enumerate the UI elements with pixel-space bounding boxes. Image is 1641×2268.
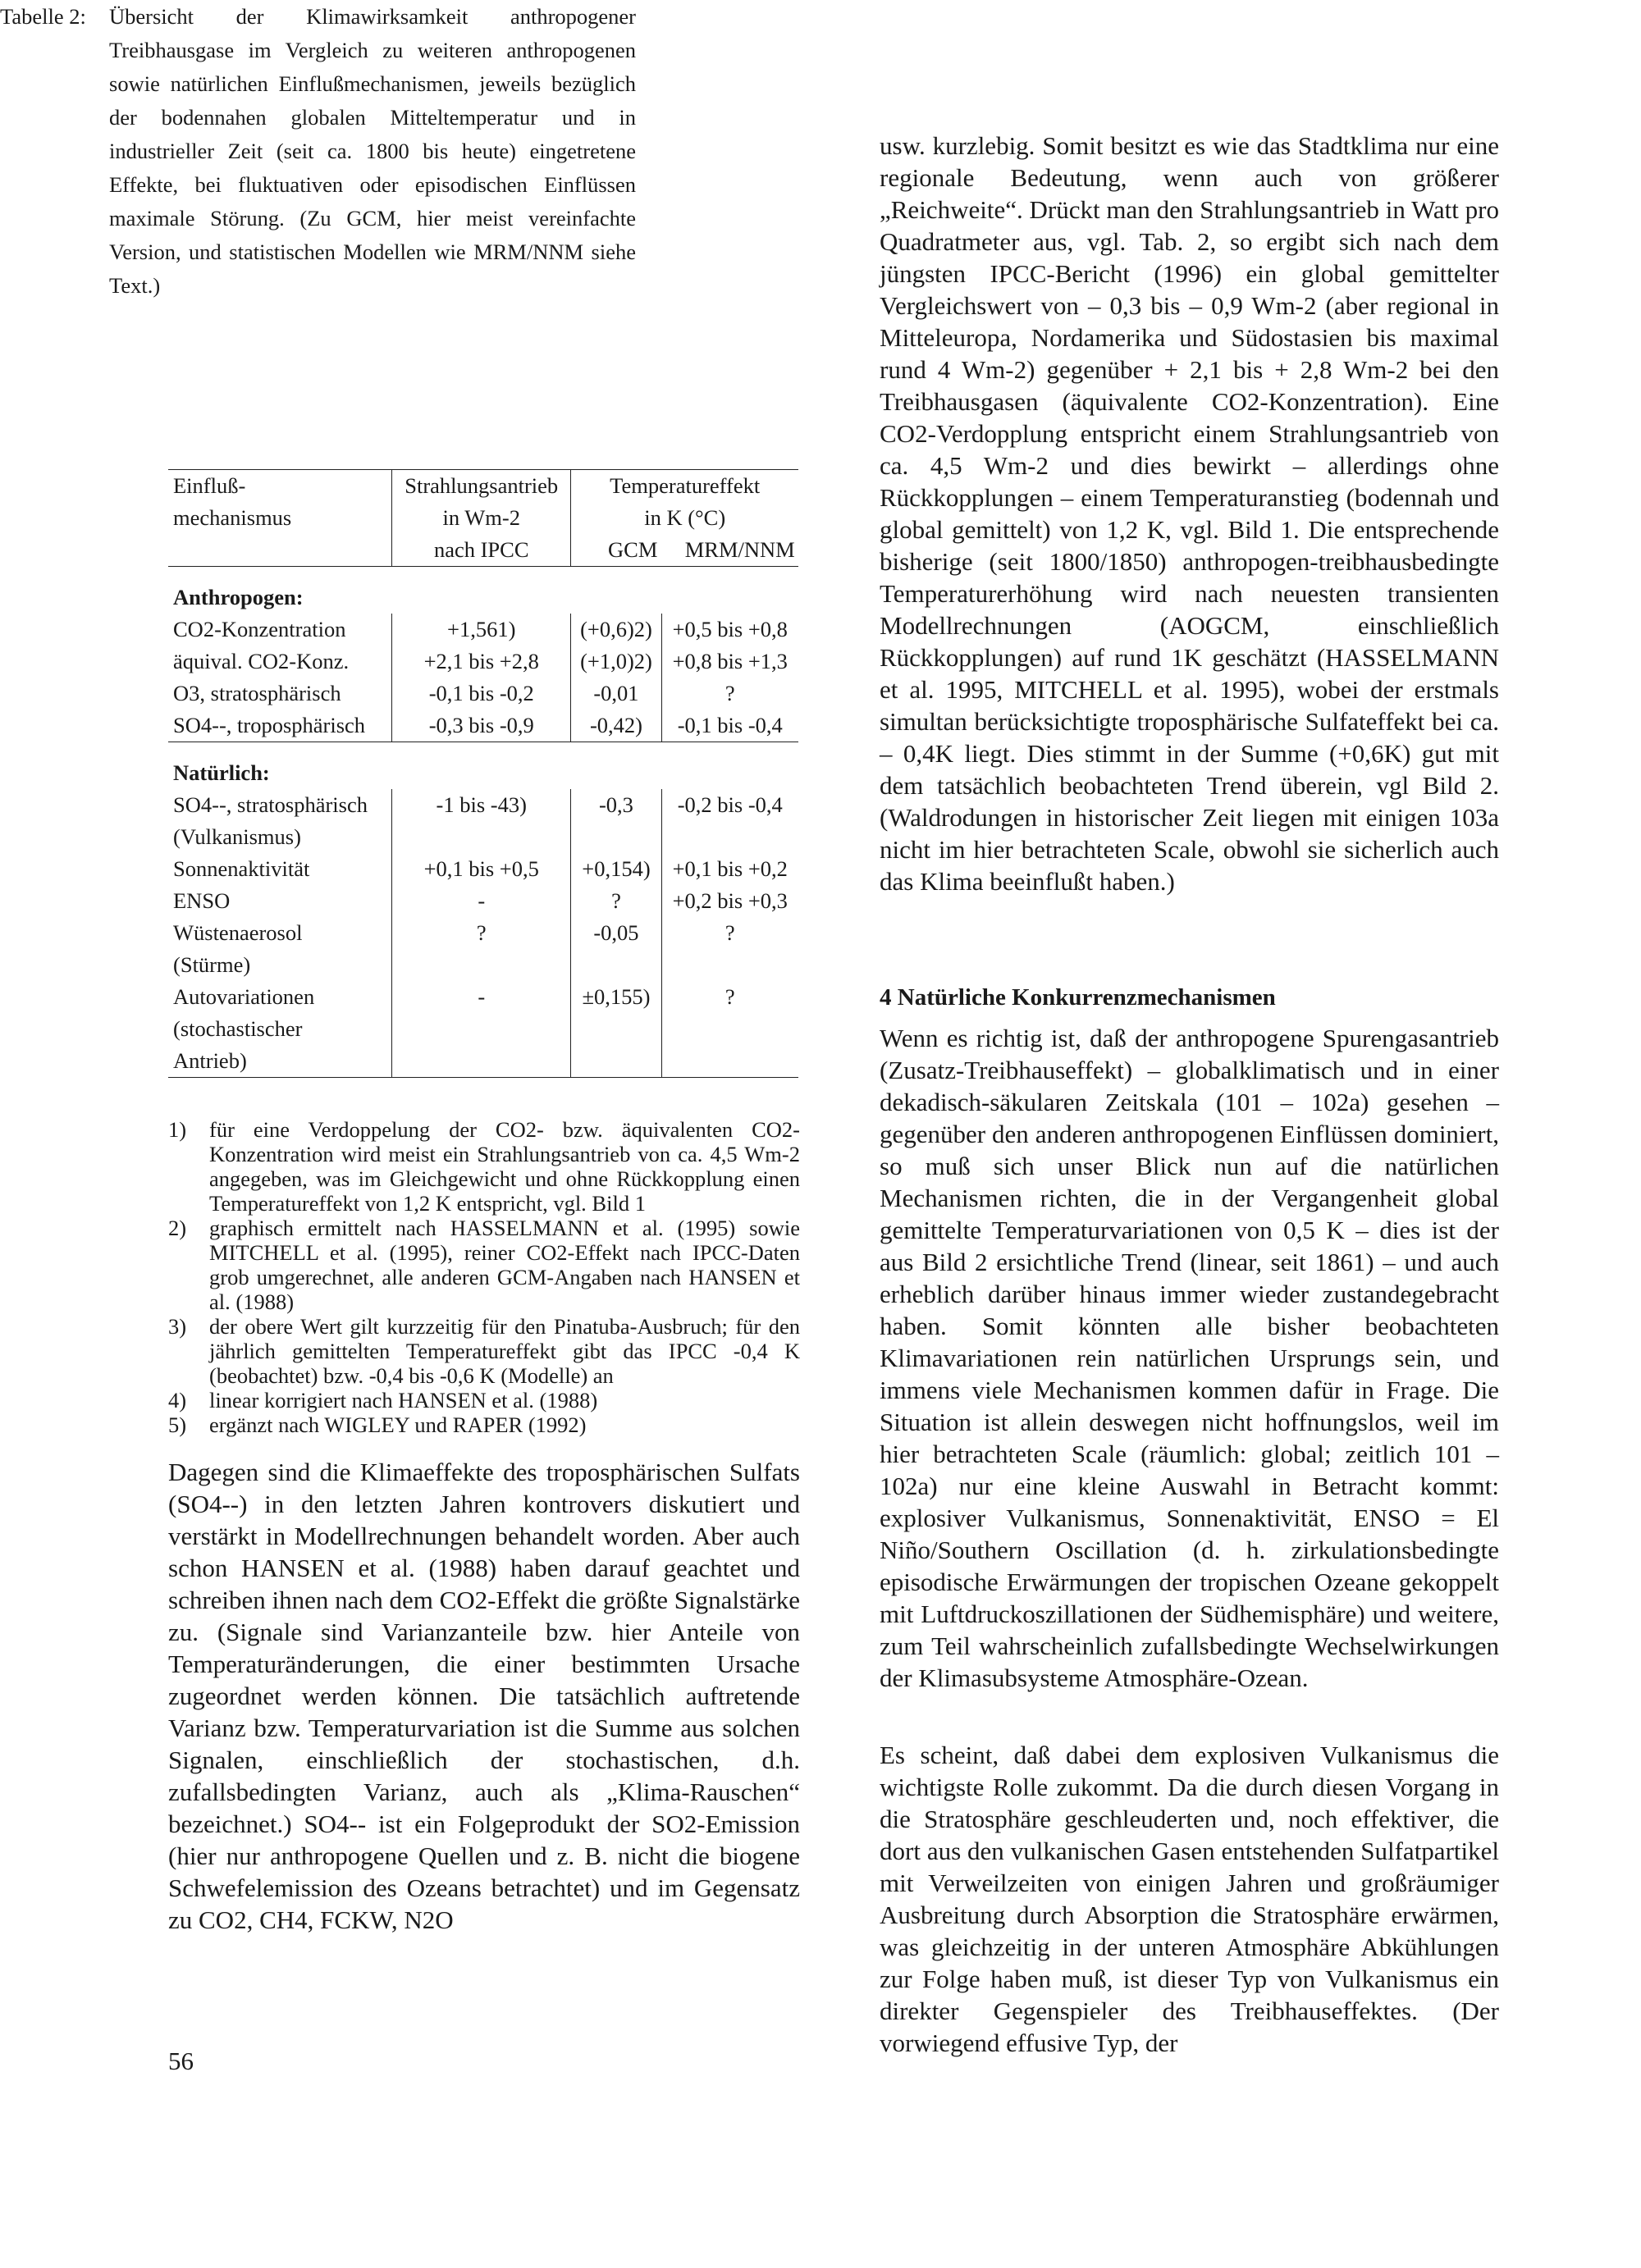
table-row: Wüstenaerosol (Stürme) ? -0,05 ? (168, 917, 798, 981)
table-header-temperature: Temperatureffekt in K (°C) GCM MRM/NNM (571, 470, 798, 567)
table-row: O3, stratosphärisch -0,1 bis -0,2 -0,01 ? (168, 678, 798, 710)
table-header-gcm: GCM (608, 537, 658, 562)
footnote-3: 3) der obere Wert gilt kurzzeitig für den Pinatuba-Ausbruch; für den jährlich gemittelten Temperatureffekt gibt das IPCC -0,4 K (beobachtet) bzw. -0,4 bis -0,6 K (Modelle) an (168, 1314, 800, 1388)
section-anthropogenic: Anthropogen: (173, 585, 304, 609)
footnote-4: 4) linear korrigiert nach HANSEN et al. (1988) (168, 1388, 598, 1412)
right-column-text-middle (880, 1022, 1499, 1694)
page-number: 56 (168, 2047, 194, 2075)
table-row: SO4--, troposphärisch -0,3 bis -0,9 -0,42) -0,1 bis -0,4 (168, 710, 798, 742)
table-row: SO4--, stratosphärisch (Vulkanismus) -1 bis -43) -0,3 -0,2 bis -0,4 (168, 789, 798, 853)
table-row: ENSO - ? +0,2 bis +0,3 (168, 885, 798, 917)
table-header-mrm: MRM/NNM (684, 537, 795, 562)
paragraph-volcanism: Es scheint, daß dabei dem explosiven Vulkanismus die wichtigste Rolle zukommt. Da die durch diesen Vorgang in die Stratosphäre geschleuderten und, noch effektiver, die dort aus den vulkanischen Gasen entstehenden Sulfatpartikel mit Verweilzeiten von einigen Jahren und großräumiger Ausbreitung durch Absorption die Stratosphäre erwärmen, was gleichzeitig in der unteren Atmosphäre Abkühlungen zur Folge haben muß, ist dieser Typ von Vulkanismus ein direkter Gegenspieler des Treibhauseffektes. (Der vorwiegend effusive Typ, der (880, 1741, 1499, 2057)
footnote-2: 2) graphisch ermittelt nach HASSELMANN et al. (1995) sowie MITCHELL et al. (1995), reiner CO2-Effekt nach IPCC-Daten grob umgerechnet, alle anderen GCM-Angaben nach HANSEN et al. (1988) (168, 1216, 800, 1314)
table-row: Autovariationen (stochastischer Antrieb) - ±0,155) ? (168, 981, 798, 1078)
climate-effects-table (168, 469, 798, 1078)
section-natural: Natürlich: (173, 760, 270, 785)
table-caption (0, 0, 636, 303)
table-row: Sonnenaktivität +0,1 bis +0,5 +0,154) +0,1 bis +0,2 (168, 853, 798, 885)
table-caption-text: Übersicht der Klimawirksamkeit anthropogener Treibhausgase im Vergleich zu weiteren anthropogenen sowie natürlichen Einflußmechanismen, jeweils bezüglich der bodennahen globalen Mitteltemperatur und in industrieller Zeit (seit ca. 1800 bis heute) eingetretene Effekte, bei fluktuativen oder episodischen Einflüssen maximale Störung. (Zu GCM, hier meist vereinfachte Version, und statistischen Modellen wie MRM/NNM siehe Text.) (109, 4, 636, 298)
paragraph-natural-mechanisms: Wenn es richtig ist, daß der anthropogene Spurengasantrieb (Zusatz-Treibhauseffekt) – globalklimatisch und in einer dekadisch-säkularen Zeitskala (101 – 102a) gesehen – gegenüber den anderen anthropogenen Einflüssen dominiert, so muß sich unser Blick nun auf die natürlichen Mechanismen richten, die in der Vergangenheit global gemittelte Temperaturvariationen von 0,5 K – dies ist der aus Bild 2 ersichtliche Trend (linear, seit 1861) – und auch erheblich darüber hinaus immer wieder zustandegebracht haben. Somit könnten alle bisher beobachteten Klimavariationen rein natürlichen Ursprungs sein, und immens viele Mechanismen kommen dafür in Frage. Die Situation ist allein deswegen nicht hoffnungslos, weil im hier betrachteten Scale (räumlich: global; zeitlich 101 – 102a) nur eine kleine Auswahl in Betracht kommt: explosiver Vulkanismus, Sonnenaktivität, ENSO = El Niño/Southern Oscillation (d. h. zirkulationsbedingte episodische Erwärmungen der tropischen Ozeane gekoppelt mit Luftdruckoszillationen der Südhemisphäre) und weitere, zum Teil wahrscheinlich zufallsbedingte Wechselwirkungen der Klimasubsysteme Atmosphäre-Ozean. (880, 1024, 1499, 1692)
table-header-forcing: Strahlungsantrieb in Wm-2 nach IPCC (392, 470, 571, 567)
paragraph-sulfate: Dagegen sind die Klimaeffekte des troposphärischen Sulfats (SO4--) in den letzten Jahren kontrovers diskutiert und verstärkt in Modellrechnungen behandelt worden. Aber auch schon HANSEN et al. (1988) haben darauf geachtet und schreiben ihnen nach dem CO2-Effekt die größte Signalstärke zu. (Signale sind Varianzanteile bzw. hier Anteile von Temperaturänderungen, die einer bestimmten Ursache zugeordnet werden können. Die tatsächlich auftretende Varianz bzw. Temperaturvariation ist die Summe aus solchen Signalen, einschließlich der stochastischen, d.h. zufallsbedingten Varianz, auch als „Klima-Rauschen“ bezeichnet.) SO4-- ist ein Folgeprodukt der SO2-Emission (hier nur anthropogene Quellen und z. B. nicht die biogene Schwefelemission des Ozeans betrachtet) und im Gegensatz zu CO2, CH4, FCKW, N2O (168, 1458, 800, 1934)
right-column-text-top (880, 130, 1499, 897)
table-row: CO2-Konzentration +1,561) (+0,6)2) +0,5 bis +0,8 (168, 614, 798, 646)
table-header-mechanism: Einfluß- mechanismus (173, 473, 292, 530)
footnote-5: 5) ergänzt nach WIGLEY und RAPER (1992) (168, 1412, 587, 1437)
table-caption-label: Tabelle 2: (0, 4, 86, 29)
right-column-text-bottom (880, 1739, 1499, 2059)
footnote-1: 1) für eine Verdoppelung der CO2- bzw. äquivalenten CO2-Konzentration wird meist ein Strahlungsantrieb von ca. 4,5 Wm-2 angegeben, was im Gleichgewicht und ohne Rückkopplung einen Temperatureffekt von 1,2 K entspricht, vgl. Bild 1 (168, 1117, 800, 1216)
table-row: äquival. CO2-Konz. +2,1 bis +2,8 (+1,0)2) +0,8 bis +1,3 (168, 646, 798, 678)
left-column-text (168, 1456, 800, 1936)
paragraph-forcing: usw. kurzlebig. Somit besitzt es wie das Stadtklima nur eine regionale Bedeutung, wenn auch von größerer „Reichweite“. Drückt man den Strahlungsantrieb in Watt pro Quadratmeter aus, vgl. Tab. 2, so ergibt sich nach dem jüngsten IPCC-Bericht (1996) ein global gemittelter Vergleichswert von – 0,3 bis – 0,9 Wm-2 (aber regional in Mitteleuropa, Nordamerika und Südostasien bis maximal rund 4 Wm-2) gegenüber + 2,1 bis + 2,8 Wm-2 bei den Treibhausgasen (äquivalente CO2-Konzentration). Eine CO2-Verdopplung entspricht einem Strahlungsantrieb von ca. 4,5 Wm-2 und dies bewirkt – allerdings ohne Rückkopplungen – einem Temperaturanstieg (bodennah und global gemittelt) von 1,2 K, vgl. Bild 1. Die entsprechende bisherige (seit 1800/1850) anthropogen-treibhausbedingte Temperaturerhöhung wird nach neuesten transienten Modellrechnungen (AOGCM, einschließlich Rückkopplungen) auf rund 1K geschätzt (HASSELMANN et al. 1995, MITCHELL et al. 1995), wobei der erstmals simultan berücksichtigte troposphärische Sulfateffekt bei ca. – 0,4K liegt. Dies stimmt in der Summe (+0,6K) gut mit dem tatsächlich beobachteten Trend überein, vgl Bild 2. (Waldrodungen in historischer Zeit liegen mit einigen 103a nicht im hier betrachteten Scale, obwohl sie sicherlich auch das Klima beeinflußt haben.) (880, 131, 1499, 896)
table-footnotes (168, 1117, 800, 1437)
section-heading: 4 Natürliche Konkurrenzmechanismen (880, 984, 1276, 1011)
